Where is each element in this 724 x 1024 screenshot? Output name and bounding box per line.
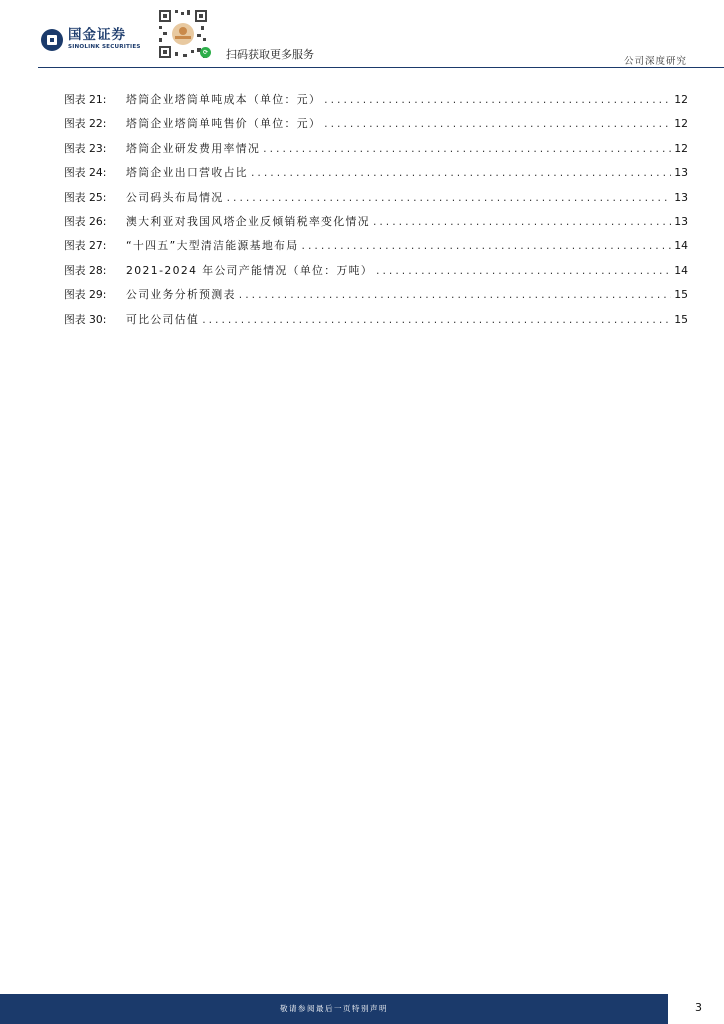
toc-entry[interactable] <box>64 141 688 165</box>
toc-leader-dots <box>251 166 671 179</box>
header-divider <box>38 67 724 68</box>
toc-figure-title: 公司业务分析预测表 <box>126 288 236 302</box>
logo-english-name: SINOLINK SECURITIES <box>68 44 141 50</box>
toc-leader-dots <box>376 264 671 277</box>
toc-page-number: 13 <box>674 214 688 228</box>
toc-leader-dots <box>373 215 671 228</box>
scan-for-services-text: 扫码获取更多服务 <box>226 48 314 61</box>
toc-figure-label: 图表 26: <box>64 214 107 228</box>
toc-figure-label: 图表 24: <box>64 166 107 180</box>
toc-figure-label: 图表 28: <box>64 263 107 277</box>
toc-page-number: 13 <box>674 166 688 180</box>
toc-entry[interactable] <box>64 165 688 189</box>
toc-figure-title: 可比公司估值 <box>126 312 200 326</box>
toc-page-number: 15 <box>674 288 688 302</box>
toc-page-number: 15 <box>674 312 688 326</box>
toc-page-number: 12 <box>674 93 688 106</box>
toc-entry[interactable] <box>64 116 688 140</box>
toc-leader-dots <box>324 117 671 130</box>
toc-page-number: 14 <box>674 263 688 277</box>
toc-figure-title: “十四五”大型清洁能源基地布局 <box>126 239 299 253</box>
document-type-label: 公司深度研究 <box>623 56 687 67</box>
toc-figure-title: 塔筒企业研发费用率情况 <box>126 141 261 155</box>
toc-leader-dots <box>324 93 671 106</box>
toc-page-number: 12 <box>674 117 688 131</box>
toc-entry[interactable] <box>64 263 688 287</box>
toc-figure-title: 澳大利亚对我国风塔企业反倾销税率变化情况 <box>126 214 370 228</box>
wechat-mini-program-icon: ⟳ <box>200 47 211 58</box>
toc-leader-dots <box>227 191 671 204</box>
toc-figure-label: 图表 30: <box>64 312 107 326</box>
toc-entry[interactable] <box>64 214 688 238</box>
toc-figure-label: 图表 29: <box>64 288 107 302</box>
logo-chinese-name: 国金证券 <box>68 27 126 43</box>
footer-disclaimer: 敬请参阅最后一页特别声明 <box>280 1004 388 1013</box>
toc-entry[interactable] <box>64 190 688 214</box>
toc-figure-label: 图表 22: <box>64 117 107 131</box>
toc-leader-dots <box>302 239 671 252</box>
page-header <box>0 0 724 70</box>
toc-figure-label: 图表 25: <box>64 190 107 204</box>
toc-page-number: 12 <box>674 141 688 155</box>
toc-leader-dots <box>239 288 671 301</box>
sinolink-logo-icon <box>40 28 64 52</box>
toc-leader-dots <box>202 313 671 326</box>
toc-entry[interactable] <box>64 287 688 311</box>
toc-figure-title: 公司码头布局情况 <box>126 190 224 204</box>
toc-figure-title: 塔筒企业塔筒单吨售价（单位：元） <box>126 117 322 131</box>
toc-figure-label: 图表 21: <box>64 93 107 106</box>
toc-leader-dots <box>263 142 671 155</box>
toc-figure-title: 塔筒企业出口营收占比 <box>126 166 248 180</box>
toc-entry[interactable] <box>64 92 688 116</box>
page-number: 3 <box>695 1001 702 1014</box>
toc-figure-label: 图表 27: <box>64 239 107 253</box>
toc-figure-title: 塔筒企业塔筒单吨成本（单位：元） <box>126 93 322 106</box>
toc-page-number: 13 <box>674 190 688 204</box>
toc-figure-title: 2021-2024 年公司产能情况（单位：万吨） <box>126 263 374 277</box>
toc-figure-label: 图表 23: <box>64 141 107 155</box>
figure-index-list <box>64 92 688 336</box>
toc-entry[interactable] <box>64 238 688 262</box>
toc-entry[interactable] <box>64 312 688 336</box>
toc-page-number: 14 <box>674 239 688 253</box>
page-footer <box>0 994 724 1024</box>
sinolink-logo <box>40 28 141 52</box>
